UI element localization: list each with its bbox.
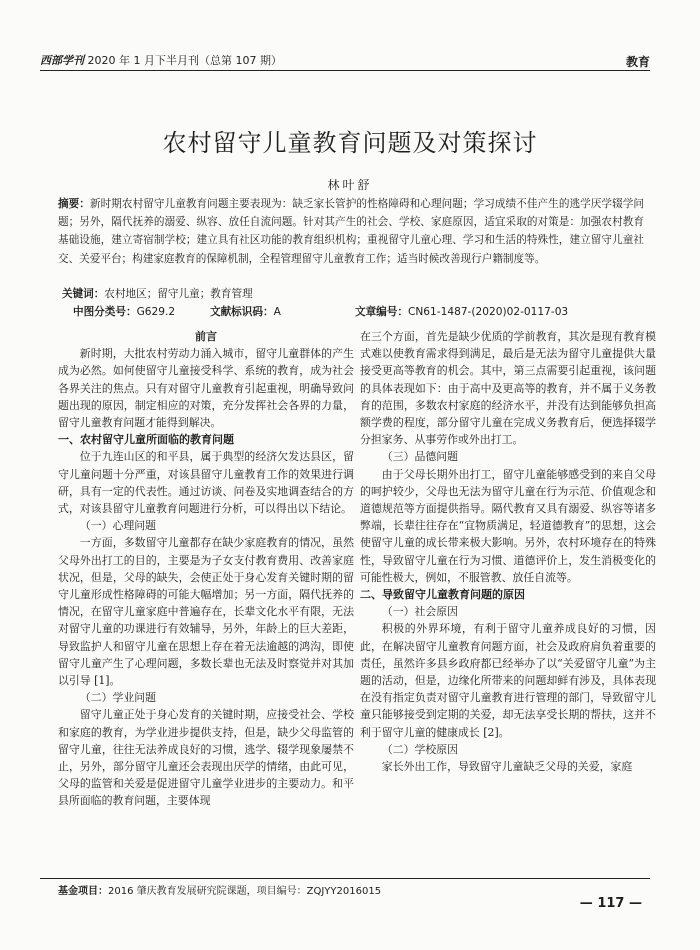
subsection-heading: （一）社会原因 bbox=[381, 605, 459, 619]
article-title: 农村留守儿童教育问题及对策探讨 bbox=[162, 129, 538, 157]
section-heading: 前言 bbox=[195, 330, 217, 343]
body-paragraph: 新时期，大批农村劳动力涌入城市，留守儿童群体的产生成为必然。如何使留守儿童接受科学、系统的教育，成为社会各界关注的焦点。只有对留守儿童教育引起重视，明确导致问题出现的原因，制定相应的对策，充分发挥社会各界的力量，留守儿童教育问题才能得到解决。 bbox=[58, 347, 354, 430]
document-code-label: 文献标识码： bbox=[210, 306, 274, 318]
section-label: 教育 bbox=[625, 55, 650, 69]
funding-label: 基金项目： bbox=[58, 886, 108, 897]
article-number-label: 文章编号： bbox=[355, 306, 408, 318]
body-column-right bbox=[360, 328, 656, 775]
keywords bbox=[62, 286, 253, 301]
article-number bbox=[355, 304, 568, 319]
issue-info: 2020 年 1 月下半月刊（总第 107 期） bbox=[84, 54, 282, 67]
body-paragraph: 留守儿童正处于身心发育的关键时期，应接受社会、学校和家庭的教育，为学业进步提供支持，但是，缺少父母监管的留守儿童，往往无法养成良好的习惯，逃学、辍学现象屡禁不止，另外，部分留守儿童还会表现出厌学的情绪，由此可见，父母的监管和关爱是促进留守儿童学业进步的主要动力。和平县所面临的教育问题，主要体现 bbox=[58, 708, 354, 808]
body-paragraph: 由于父母长期外出打工，留守儿童能够感受到的来自父母的呵护较少，父母也无法为留守儿童在行为示范、价值观念和道德规范等方面提供指导。隔代教育又具有溺爱、纵容等诸多弊端，长辈往往存在“宜物质满足，轻道德教育”的思想，这会使留守儿童的成长带来极大影响。另外，农村环境存在的特殊性，导致留守儿童在行为习惯、道德评价上，发生消极变化的可能性极大，例如，不服管教、放任自流等。 bbox=[360, 467, 656, 584]
document-code-value: A bbox=[273, 306, 281, 318]
keywords-text: 农村地区；留守儿童；教育管理 bbox=[104, 288, 253, 300]
journal-name: 西部学刊 bbox=[40, 54, 84, 67]
section-heading: 一、农村留守儿童所面临的教育问题 bbox=[58, 433, 234, 447]
header-journal-issue bbox=[40, 52, 282, 68]
body-paragraph: 在三个方面，首先是缺少优质的学前教育，其次是现有教育模式难以使教育需求得到满足，最后是无法为留守儿童提供大量接受更高等教育的机会。其中，第三点需要引起重视，该问题的具体表现如下：由于高中及更高等的教育，并不属于义务教育的范围，多数农村家庭的经济水平，并没有达到能够负担高额学费的程度，部分留守儿童在完成义务教育后，便选择辍学分担家务、从事劳作或外出打工。 bbox=[360, 330, 656, 447]
classification-value: G629.2 bbox=[136, 306, 176, 318]
funding-note bbox=[58, 882, 381, 897]
body-paragraph: 家长外出工作，导致留守儿童缺乏父母的关爱，家庭 bbox=[381, 760, 633, 774]
section-heading: 二、导致留守儿童教育问题的原因 bbox=[360, 588, 525, 602]
author-name: 林叶舒 bbox=[327, 178, 373, 192]
classification-number bbox=[73, 304, 175, 319]
footer-rule bbox=[40, 878, 650, 879]
body-paragraph: 位于九连山区的和平县，属于典型的经济欠发达县区，留守儿童问题十分严重，对该县留守儿童教育工作的效果进行调研，具有一定的代表性。通过访谈、问卷及实地调查结合的方式，对该县留守儿童教育问题进行分析，可以得出以下结论。 bbox=[58, 450, 354, 516]
classification-label: 中图分类号： bbox=[73, 306, 137, 318]
body-paragraph: 一方面，多数留守儿童都存在缺少家庭教育的情况，虽然父母外出打工的目的，主要是为子女支付教育费用、改善家庭状况，但是，父母的缺失，会使正处于身心发育关键时期的留守儿童形成性格障碍的可能大幅增加；另一方面，隔代抚养的情况，在留守儿童家庭中普遍存在，长辈文化水平有限，无法对留守儿童的功课进行有效辅导，另外，年龄上的巨大差距，导致监护人和留守儿童在思想上存在着无法逾越的鸿沟，即使留守儿童产生了心理问题，多数长辈也无法及时察觉并对其加以引导 [1]。 bbox=[58, 536, 354, 688]
subsection-heading: （二）学校原因 bbox=[381, 742, 459, 756]
article-number-value: CN61-1487-(2020)02-0117-03 bbox=[407, 306, 569, 318]
subsection-heading: （二）学业问题 bbox=[79, 691, 157, 705]
subsection-heading: （三）品德问题 bbox=[381, 450, 459, 464]
abstract-text: 新时期农村留守儿童教育问题主要表现为：缺乏家长管护的性格障碍和心理问题；学习成绩不佳产生的逃学厌学辍学问题；另外，隔代抚养的溺爱、纵容、放任自流问题。针对其产生的社会、学校、家庭原因，适宜采取的对策是：加强农村教育基础设施，建立寄宿制学校；建立具有社区功能的教育组织机构；重视留守儿童心理、学习和生活的特殊性，建立留守儿童社交、关爱平台；构建家庭教育的保障机制，全程管理留守儿童教育工作；适当时候改善现行户籍制度等。 bbox=[58, 198, 644, 265]
abstract bbox=[58, 195, 644, 268]
body-column-left bbox=[58, 328, 354, 810]
keywords-label: 关键词： bbox=[62, 288, 105, 300]
abstract-label: 摘要： bbox=[58, 198, 90, 210]
header-rule bbox=[40, 70, 650, 71]
body-paragraph: 积极的外界环境，有利于留守儿童养成良好的习惯，因此，在解决留守儿童教育问题方面，社会及政府肩负着重要的责任，虽然许多县乡政府都已经举办了以“关爱留守儿童”为主题的活动，但是，边缘化所带来的问题却鲜有涉及，具体表现在没有指定负责对留守儿童教育进行管理的部门，导致留守儿童只能够接受到定期的关爱，却无法享受长期的帮扶，这并不利于留守儿童的健康成长 [2]。 bbox=[360, 622, 656, 739]
page-number: — 117 — bbox=[579, 896, 642, 911]
running-header bbox=[40, 48, 650, 70]
subsection-heading: （一）心理问题 bbox=[79, 519, 157, 533]
funding-text: 2016 肇庆教育发展研究院课题，项目编号：ZQJYY2016015 bbox=[108, 886, 382, 897]
document-code bbox=[210, 304, 281, 319]
